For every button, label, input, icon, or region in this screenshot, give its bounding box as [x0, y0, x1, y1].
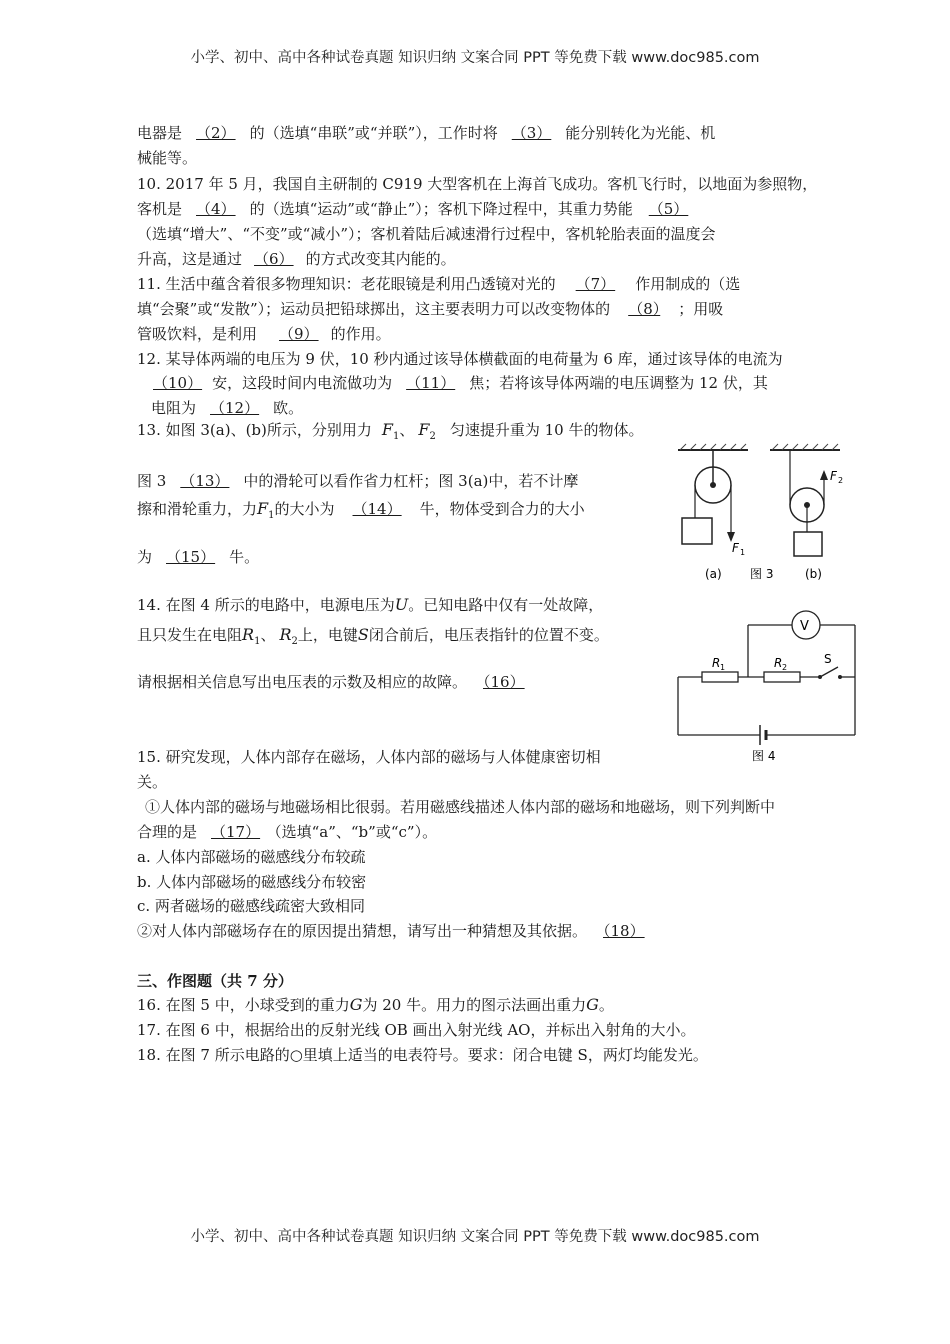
label-f1-sub: 1: [740, 548, 746, 557]
question-12-line3: [151, 396, 303, 420]
text: （选填“a”、“b”或“c”）。: [274, 823, 438, 841]
page-header: 小学、初中、高中各种试卷真题 知识归纳 文案合同 PPT 等免费下载 www.doc985.com: [190, 50, 760, 66]
force-symbol: F: [381, 420, 393, 439]
text: 图 3: [137, 472, 167, 490]
label-fig3: 图 3: [750, 567, 774, 581]
text: 16. 在图 5 中，小球受到的重力: [137, 996, 350, 1014]
blank-2: （2）: [196, 124, 236, 142]
blank-15: （15）: [166, 548, 216, 566]
figure-3-pulleys: [670, 440, 870, 590]
text: 13. 如图 3(a)、(b)所示，分别用力: [137, 421, 372, 439]
blank-4: （4）: [196, 200, 236, 218]
question-15-line2: 关。: [137, 773, 168, 791]
text: 匀速提升重为 10 牛的物体。: [449, 421, 644, 439]
question-10-line1: 10. 2017 年 5 月，我国自主研制的 C919 大型客机在上海首飞成功。客机飞行时，以地面为参照物，: [137, 175, 818, 193]
subscript: 2: [429, 431, 436, 442]
question-14-line3: [137, 670, 539, 694]
blank-7: （7）: [575, 275, 616, 293]
resistor-r2: [764, 672, 800, 682]
blank-8: （8）: [628, 300, 661, 318]
question-15-line1: 15. 研究发现，人体内部存在磁场，人体内部的磁场与人体健康密切相: [137, 748, 601, 766]
question-13-line4: [137, 545, 259, 569]
line-q9-end: 械能等。: [137, 149, 198, 167]
text: ②对人体内部磁场存在的原因提出猜想，请写出一种猜想及其依据。: [137, 922, 588, 940]
blank-6: （6）: [254, 250, 294, 268]
text: 且只发生在电阻: [137, 626, 243, 644]
switch-blade: [820, 667, 838, 677]
weight-a: [682, 518, 712, 544]
blank-14: （14）: [352, 500, 402, 518]
text: 的（选填“运动”或“静止”）；客机下降过程中，其重力势能: [249, 200, 633, 218]
blank-9: （9）: [279, 325, 319, 343]
option-b: b. 人体内部磁场的磁感线分布较密: [137, 873, 367, 891]
subscript: 2: [291, 636, 298, 647]
text: 的方式改变其内能的。: [305, 250, 456, 268]
subscript: 1: [254, 636, 261, 647]
text: 升高，这是通过: [137, 250, 243, 268]
blank-3: （3）: [511, 124, 552, 142]
question-15-line8: [137, 919, 657, 943]
text: 请根据相关信息写出电压表的示数及相应的故障。: [137, 673, 468, 691]
text: 焦；若将该导体两端的电压调整为 12 伏，其: [469, 374, 768, 392]
text: 的（选填“串联”或“并联”），工作时将: [249, 124, 498, 142]
question-13-line1: [137, 418, 644, 449]
text: 11. 生活中蕴含着很多物理知识：老花眼镜是利用凸透镜对光的: [137, 275, 556, 293]
text: 中的滑轮可以看作省力杠杆；图 3(a)中，若不计摩: [243, 472, 579, 490]
voltmeter-label: V: [800, 619, 809, 634]
question-14-line1: [137, 593, 603, 617]
label-r2: R: [774, 656, 783, 670]
gravity-symbol: G: [349, 995, 363, 1014]
text: 、: [260, 626, 276, 644]
question-12-line2: [151, 371, 768, 395]
subscript: 1: [268, 510, 275, 521]
question-16: [137, 993, 614, 1017]
blank-13: （13）: [180, 472, 230, 490]
weight-b: [794, 532, 822, 556]
label-r1: R: [712, 656, 721, 670]
page-footer: 小学、初中、高中各种试卷真题 知识归纳 文案合同 PPT 等免费下载 www.doc985.com: [190, 1229, 760, 1245]
text: 闭合前后，电压表指针的位置不变。: [368, 626, 609, 644]
blank-11: （11）: [406, 374, 456, 392]
text: 的大小为: [274, 500, 335, 518]
label-r2-sub: 2: [782, 663, 788, 672]
figure-4-circuit: [670, 605, 870, 765]
question-13-line2: [137, 469, 578, 493]
question-10-line4: [137, 247, 456, 271]
resistor-symbol: R: [279, 625, 292, 644]
text: 擦和滑轮重力，力: [137, 500, 258, 518]
text: 牛，物体受到合力的大小: [419, 500, 585, 518]
label-r1-sub: 1: [720, 663, 726, 672]
question-11-line3: [137, 322, 391, 346]
text: ；用吸: [678, 300, 724, 318]
option-a: a. 人体内部磁场的磁感线分布较疏: [137, 848, 366, 866]
blank-18: （18）: [603, 922, 645, 940]
arrow-f2: [820, 470, 828, 480]
text: 作用制成的（选: [635, 275, 741, 293]
section-3-heading: 三、作图题（共 7 分）: [137, 972, 293, 990]
question-14-line2: [137, 623, 609, 654]
blank-5: （5）: [648, 200, 689, 218]
switch-symbol: S: [357, 625, 369, 644]
question-10-line2: [137, 197, 704, 221]
gravity-symbol: G: [586, 995, 599, 1014]
text: 电阻为: [151, 399, 197, 417]
pulley-a-hub: [710, 482, 716, 488]
text: 、: [399, 421, 415, 439]
blank-12: （12）: [210, 399, 260, 417]
question-11-line2: [137, 297, 723, 321]
text: 填“会聚”或“发散”）；运动员把铅球掷出，这主要表明力可以改变物体的: [137, 300, 611, 318]
text: 管吸饮料，是利用: [137, 325, 258, 343]
question-17: 17. 在图 6 中，根据给出的反射光线 OB 画出入射光线 AO，并标出入射角的大小。: [137, 1021, 696, 1039]
force-symbol: F: [418, 420, 430, 439]
text: 14. 在图 4 所示的电路中，电源电压为: [137, 596, 395, 614]
label-f2-sub: 2: [838, 476, 844, 485]
question-11-line1: [137, 272, 740, 296]
line-q9-cont: [137, 121, 715, 145]
subscript: 1: [393, 431, 400, 442]
text: 为: [137, 548, 153, 566]
text: 欧。: [273, 399, 304, 417]
resistor-symbol: R: [242, 625, 255, 644]
blank-16: （16）: [483, 673, 525, 691]
text: 客机是: [137, 200, 183, 218]
text: 安，这段时间内电流做功为: [212, 374, 393, 392]
text: 的作用。: [330, 325, 391, 343]
label-fig4: 图 4: [752, 749, 776, 763]
label-f2: F: [830, 469, 837, 483]
voltage-symbol: U: [394, 595, 409, 614]
text: 为 20 牛。用力的图示法画出重力: [362, 996, 587, 1014]
text: 。: [598, 996, 614, 1014]
label-switch: S: [824, 652, 832, 666]
blank-10: （10）: [153, 374, 203, 392]
question-12-line1: 12. 某导体两端的电压为 9 伏，10 秒内通过该导体横截面的电荷量为 6 库，通过该导体的电流为: [137, 350, 783, 368]
label-a: (a): [705, 567, 722, 581]
text: 。已知电路中仅有一处故障，: [408, 596, 604, 614]
force-symbol: F: [257, 499, 269, 518]
text: 能分别转化为光能、机: [565, 124, 716, 142]
question-13-line3: [137, 497, 585, 528]
label-b: (b): [805, 567, 822, 581]
label-f1: F: [732, 541, 739, 555]
blank-17: （17）: [211, 823, 261, 841]
question-18: 18. 在图 7 所示电路的○里填上适当的电表符号。要求：闭合电键 S，两灯均能发光。: [137, 1046, 708, 1064]
question-15-line4: [137, 820, 437, 844]
resistor-r1: [702, 672, 738, 682]
text: 上，电键: [297, 626, 358, 644]
text: 电器是: [137, 124, 183, 142]
text: 合理的是: [137, 823, 198, 841]
option-c: c. 两者磁场的磁感线疏密大致相同: [137, 897, 365, 915]
question-10-line3: （选填“增大”、“不变”或“减小”）；客机着陆后减速滑行过程中，客机轮胎表面的温度会: [137, 225, 716, 243]
question-15-line3: ①人体内部的磁场与地磁场相比很弱。若用磁感线描述人体内部的磁场和地磁场，则下列判断中: [145, 798, 776, 816]
text: 牛。: [229, 548, 260, 566]
